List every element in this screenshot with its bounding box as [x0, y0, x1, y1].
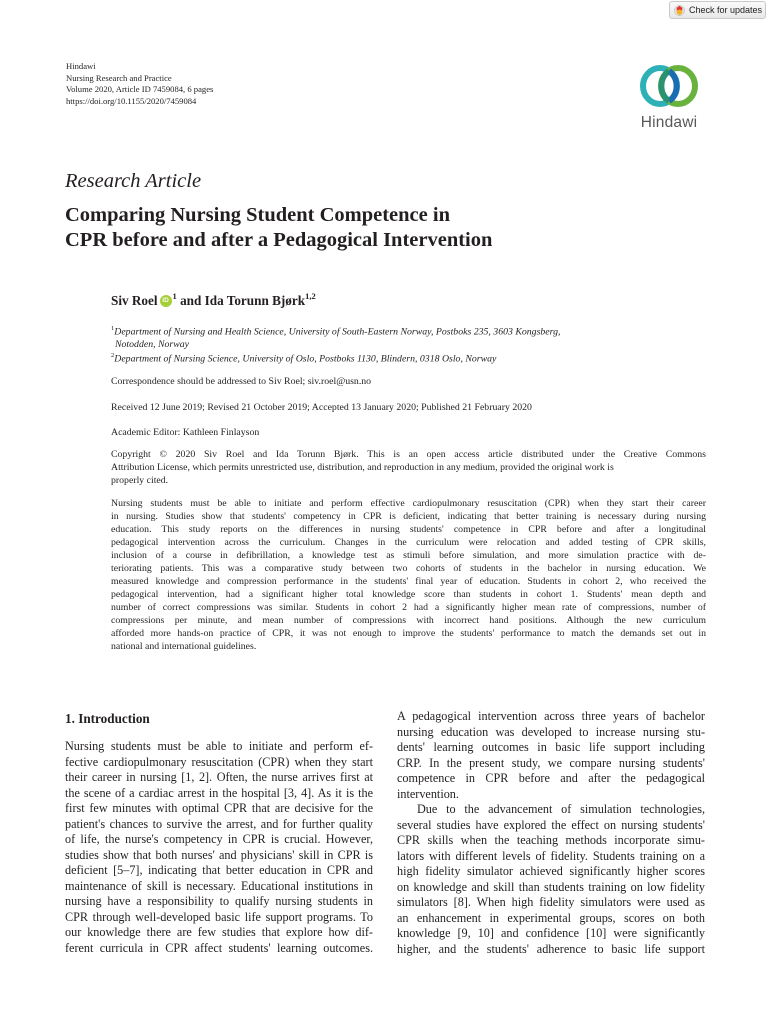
- article-title: [65, 203, 625, 253]
- author-name[interactable]: Siv Roel: [111, 293, 158, 308]
- affiliation-text: Department of Nursing Science, University of Oslo, Postboks 1130, Blindern, 0318 Oslo, Norway: [114, 353, 497, 365]
- body-text-line: dents' learning outcomes in basic life support including: [397, 740, 705, 754]
- body-text-line: Nursing students must be able to initiate and perform ef-: [65, 739, 373, 753]
- body-text-line: patient's chances to survive the arrest, and for further quality: [65, 816, 373, 831]
- journal-info: [66, 61, 326, 107]
- abstract-line: Nursing students must be able to initiate and perform effective cardiopulmonary resuscitation (CPR) when they start their career: [111, 498, 706, 509]
- title-line: CPR before and after a Pedagogical Intervention: [65, 229, 493, 251]
- journal-name: Nursing Research and Practice: [66, 72, 172, 83]
- section-heading-introduction: 1. Introduction: [65, 711, 150, 726]
- abstract-line: education. This study reports on the differences in nursing students' competence in CPR before and after a longitudinal: [111, 524, 706, 535]
- body-text-line: knowledge [9, 10] and confidence [10] were significantly: [397, 926, 705, 940]
- check-for-updates-button[interactable]: [669, 1, 766, 19]
- abstract-line: teriorating patients. This was a comparative study between two cohorts of students in the bachelor in nursing education. We: [111, 563, 706, 574]
- author-list: [111, 293, 316, 309]
- body-text-line: CRP. In the present study, we compare nursing students': [397, 755, 705, 770]
- body-text-line: CPR skills when the teaching methods incorporate simu-: [397, 833, 705, 847]
- abstract-line: inclusion of a course in defibrillation, a knowledge test as stimuli before simulation, and more simulation practice with de-: [111, 550, 706, 561]
- title-line: Comparing Nursing Student Competence in: [65, 204, 450, 226]
- body-text-line: the scene of a cardiac arrest in the hospital [3, 4]. As it is the: [65, 785, 373, 800]
- affiliation-1: [111, 322, 651, 351]
- abstract-line: afforded more hands-on practice of CPR, it was not enough to improve the students' performance to match the demands set out in: [111, 628, 706, 639]
- hindawi-rings-icon: [636, 62, 702, 110]
- correspondence: Correspondence should be addressed to Siv Roel; siv.roel@usn.no: [111, 376, 372, 387]
- author-affiliation-ref: 1,2: [305, 291, 316, 301]
- check-for-updates-label: Check for updates: [689, 5, 763, 15]
- body-text-line: lators with different levels of fidelity. Students training on a: [397, 848, 705, 863]
- affiliation-number: 2: [111, 352, 115, 359]
- body-text-line: ferent curricula in CPR affect students' learning outcomes.: [65, 940, 373, 955]
- hindawi-logo: [628, 62, 710, 134]
- body-text-line: higher, and the students' adherence to basic life support: [397, 941, 705, 956]
- body-text-line: CPR through well-developed basic life support programs. To: [65, 909, 373, 924]
- affiliation-number: 1: [111, 325, 115, 332]
- article-type: Research Article: [65, 170, 202, 192]
- body-text-line: nursing education was developed to increase nursing stu-: [397, 724, 705, 739]
- body-text-line: competence in CPR before and after the pedagogical: [397, 771, 705, 785]
- orcid-icon[interactable]: iD: [160, 295, 172, 307]
- body-text-line: simulators [8]. When high fidelity simulators were used as: [397, 895, 705, 909]
- body-text-line: deficient [5–7], indicating that better education in CPR and: [65, 863, 373, 877]
- copyright-line: Attribution License, which permits unrestricted use, distribution, and reproduction in any medium, provided the original work is: [111, 462, 614, 473]
- copyright-notice: [111, 448, 706, 487]
- journal-volume: Volume 2020, Article ID 7459084, 6 pages: [66, 84, 214, 95]
- doi-link[interactable]: https://doi.org/10.1155/2020/7459084: [66, 95, 197, 106]
- body-text-line: of life, the nurse's competency in CPR is crucial. However,: [65, 832, 373, 846]
- academic-editor: Academic Editor: Kathleen Finlayson: [111, 427, 260, 438]
- affiliation-2: [111, 349, 651, 365]
- crossmark-icon: [674, 5, 685, 16]
- body-column-right: [397, 709, 705, 957]
- body-text-line: intervention.: [397, 786, 459, 801]
- author-affiliation-ref: 1: [172, 291, 177, 301]
- abstract-line: number of correct compressions was similar. Students in cohort 2 had a significantly higher mean rate of compressions, number of: [111, 602, 706, 613]
- abstract-line: compressions per minute, and mean number of compressions with incorrect hand positions. Although the new curriculum: [111, 615, 706, 626]
- abstract-line: national and international guidelines.: [111, 641, 257, 652]
- author-name[interactable]: and Ida Torunn Bjørk: [176, 293, 306, 308]
- body-text-line: on knowledge and skill than students training on low fidelity: [397, 879, 705, 894]
- body-column-left: [65, 739, 373, 956]
- body-text-line: high fidelity simulator achieved significantly higher scores: [397, 864, 705, 878]
- body-text-line: their career in nursing [1, 2]. Often, the nurse arrives first at: [65, 770, 373, 784]
- body-text-line: first few minutes with optimal CPR that are decisive for the: [65, 801, 373, 815]
- body-text-line: Due to the advancement of simulation technologies,: [417, 802, 705, 816]
- abstract-line: pedagogical intervention across the curriculum. Changes in the curriculum were relocation and added testing of CPR skills,: [111, 537, 706, 548]
- body-text-line: fective cardiopulmonary resuscitation (CPR) when they start: [65, 754, 373, 769]
- publication-dates: Received 12 June 2019; Revised 21 October 2019; Accepted 13 January 2020; Published 21 February 2020: [111, 402, 532, 413]
- copyright-line: Copyright © 2020 Siv Roel and Ida Torunn Bjørk. This is an open access article distributed under the Creative Commons: [111, 449, 706, 460]
- abstract-line: pedagogical intervention, had a significant higher total knowledge score than students in cohort 1. Students' mean depth and: [111, 589, 706, 600]
- body-text-line: A pedagogical intervention across three years of bachelor: [397, 709, 705, 723]
- affiliation-text: Department of Nursing and Health Science, University of South-Eastern Norway, Postboks 235, 3603 Kongsberg,: [114, 326, 561, 338]
- abstract-line: measured knowledge and compression performance in the students' final year of education. Students in cohort 2, who received the: [111, 576, 706, 587]
- hindawi-wordmark: Hindawi: [640, 114, 698, 131]
- body-text-line: nursing have a responsibility to qualify nursing students in: [65, 894, 373, 908]
- publisher-name: Hindawi: [66, 61, 96, 71]
- abstract: [111, 497, 706, 653]
- body-text-line: an enhancement in experimental groups, scores on both: [397, 910, 705, 925]
- body-text-line: our knowledge there are few studies that explore how dif-: [65, 925, 373, 939]
- body-text-line: studies show that both nurses' and physicians' skill in CPR is: [65, 847, 373, 862]
- copyright-line: properly cited.: [111, 475, 169, 486]
- abstract-line: in nursing. Studies show that students' competency in CPR is deficient, indicating that better training is necessary during nursing: [111, 511, 706, 522]
- body-text-line: several studies have explored the effect on nursing students': [397, 817, 705, 832]
- body-text-line: maintenance of skill is necessary. Educational institutions in: [65, 878, 373, 893]
- affiliation-text: Notodden, Norway: [115, 339, 190, 351]
